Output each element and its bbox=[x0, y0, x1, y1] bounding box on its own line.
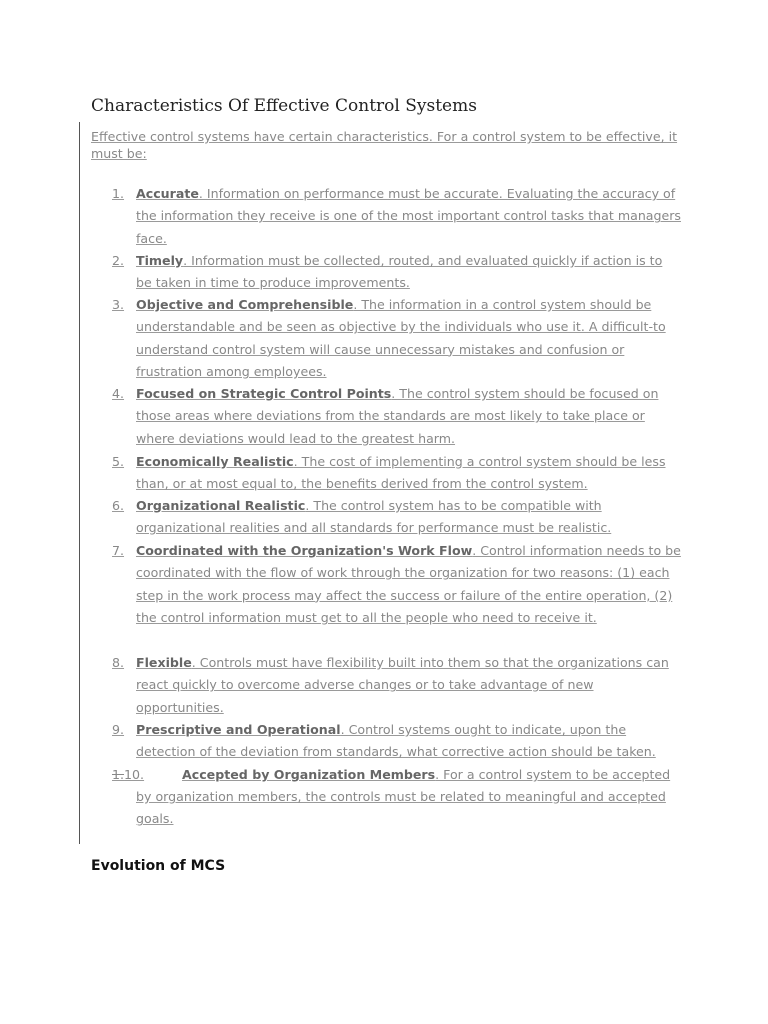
item-heading: Prescriptive and Operational bbox=[136, 722, 341, 737]
list-item bbox=[136, 250, 681, 295]
list-item bbox=[136, 294, 681, 384]
list-number: 8. bbox=[112, 655, 125, 670]
item-text: . The cost of implementing a control system should be less than, or at most equal to, the benefits derived from the control system. bbox=[136, 454, 666, 492]
item-heading: Accurate bbox=[136, 186, 199, 201]
list-item bbox=[182, 764, 682, 786]
item-heading: Flexible bbox=[136, 655, 192, 670]
item-text: . Control information needs to be coordinated with the flow of work through the organization for two reasons: (1) each step in the work process may affect the success or failure of the entire operation, (2) the control information must get to all the people who need to receive it. bbox=[136, 543, 681, 626]
item-heading: Accepted by Organization Members bbox=[182, 767, 436, 782]
item-heading: Organizational Realistic bbox=[136, 498, 306, 513]
item-heading: Coordinated with the Organization's Work Flow bbox=[136, 543, 473, 558]
item-text: . Controls must have flexibility built into them so that the organizations can react quickly to overcome adverse changes or to take advantage of new opportunities. bbox=[136, 655, 669, 715]
item-text-continued: by organization members, the controls must be related to meaningful and accepted goals. bbox=[136, 789, 666, 827]
list-item bbox=[136, 540, 681, 630]
intro-paragraph: Effective control systems have certain characteristics. For a control system to be effective, it must be: bbox=[91, 129, 678, 161]
revision-bar bbox=[79, 122, 80, 844]
list-number: 3. bbox=[112, 297, 125, 312]
list-number: 2. bbox=[112, 253, 125, 268]
item-text: . The control system should be focused on those areas where deviations from the standards are most likely to take place or where deviations would lead to the greatest harm. bbox=[136, 386, 659, 446]
list-number: 7. bbox=[112, 543, 125, 558]
item-text: . Control systems ought to indicate, upon the detection of the deviation from standards, what corrective action should be taken. bbox=[136, 722, 656, 760]
list-item bbox=[136, 652, 681, 719]
list-number: 9. bbox=[112, 722, 125, 737]
list-number: 6. bbox=[112, 498, 125, 513]
struck-number: 1. bbox=[112, 767, 125, 782]
list-item bbox=[136, 719, 681, 764]
item-heading: Focused on Strategic Control Points bbox=[136, 386, 392, 401]
item-number: 10. bbox=[124, 767, 145, 782]
item-text: . Information on performance must be accurate. Evaluating the accuracy of the information they receive is one of the most important control tasks that managers face. bbox=[136, 186, 681, 246]
item-text: . The information in a control system should be understandable and be seen as objective by the individuals who use it. A difficult-to understand control system will cause unnecessary mistakes and confusion or frustration among employees. bbox=[136, 297, 666, 380]
list-number: 5. bbox=[112, 454, 125, 469]
list-item bbox=[136, 183, 681, 250]
page-title: Characteristics Of Effective Control Systems bbox=[91, 96, 477, 116]
item-text: . The control system has to be compatible with organizational realities and all standards for performance must be realistic. bbox=[136, 498, 612, 536]
list-item bbox=[136, 383, 681, 450]
list-item bbox=[136, 495, 681, 540]
section-heading: Evolution of MCS bbox=[91, 858, 226, 874]
list-number bbox=[112, 764, 144, 786]
list-item bbox=[136, 451, 681, 496]
item-heading: Timely bbox=[136, 253, 184, 268]
list-number: 1. bbox=[112, 186, 125, 201]
item-text: . Information must be collected, routed, and evaluated quickly if action is to be taken in time to produce improvements. bbox=[136, 253, 663, 291]
item-text: . For a control system to be accepted bbox=[435, 767, 671, 782]
item-heading: Economically Realistic bbox=[136, 454, 294, 469]
list-number: 4. bbox=[112, 386, 125, 401]
item-heading: Objective and Comprehensible bbox=[136, 297, 354, 312]
